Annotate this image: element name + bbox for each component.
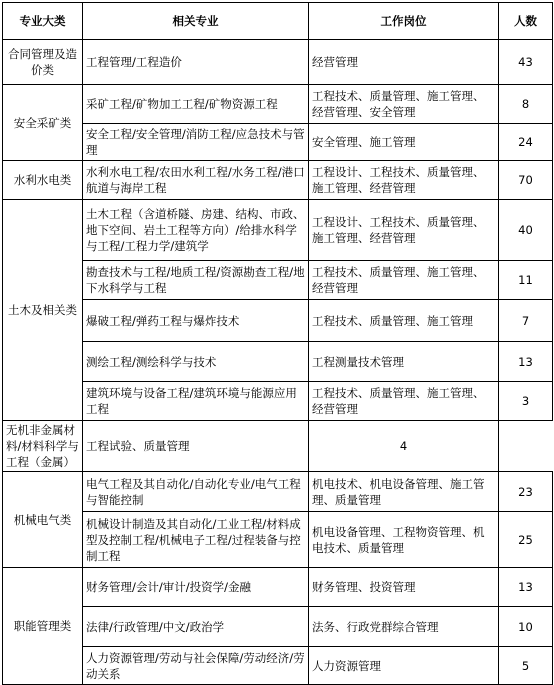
count-cell: 3 bbox=[499, 382, 553, 421]
positions-cell: 法务、行政党群综合管理 bbox=[309, 607, 499, 647]
majors-cell: 采矿工程/矿物加工工程/矿物资源工程 bbox=[83, 85, 309, 124]
count-cell: 13 bbox=[499, 342, 553, 382]
category-cell: 合同管理及造价类 bbox=[3, 40, 83, 85]
positions-cell: 经营管理 bbox=[309, 40, 499, 85]
category-cell: 机械电气类 bbox=[3, 472, 83, 568]
category-cell: 安全采矿类 bbox=[3, 85, 83, 161]
header-count: 人数 bbox=[499, 3, 553, 40]
count-cell: 70 bbox=[499, 161, 553, 200]
table-row bbox=[3, 568, 553, 607]
category-cell: 职能管理类 bbox=[3, 568, 83, 685]
header-row bbox=[3, 3, 553, 40]
count-cell: 4 bbox=[309, 421, 499, 472]
recruitment-table bbox=[2, 2, 553, 685]
table-row bbox=[3, 472, 553, 512]
majors-cell: 无机非金属材料/材料科学与工程（金属） bbox=[3, 421, 83, 472]
majors-cell: 勘查技术与工程/地质工程/资源勘查工程/地下水科学与工程 bbox=[83, 261, 309, 300]
category-cell: 水利水电类 bbox=[3, 161, 83, 200]
positions-cell: 工程技术、质量管理、施工管理、经营管理、安全管理 bbox=[309, 85, 499, 124]
table-row bbox=[3, 40, 553, 85]
positions-cell: 安全管理、施工管理 bbox=[309, 124, 499, 161]
table-row bbox=[3, 421, 553, 472]
majors-cell: 法律/行政管理/中文/政治学 bbox=[83, 607, 309, 647]
positions-cell: 财务管理、投资管理 bbox=[309, 568, 499, 607]
majors-cell: 建筑环境与设备工程/建筑环境与能源应用工程 bbox=[83, 382, 309, 421]
table-row bbox=[3, 647, 553, 685]
count-cell: 8 bbox=[499, 85, 553, 124]
majors-cell: 机械设计制造及其自动化/工业工程/材料成型及控制工程/机械电子工程/过程装备与控制工程 bbox=[83, 512, 309, 568]
count-cell: 7 bbox=[499, 300, 553, 342]
positions-cell: 工程技术、质量管理、施工管理、经营管理 bbox=[309, 261, 499, 300]
majors-cell: 土木工程（含道桥隧、房建、结构、市政、地下空间、岩土工程等方向）/给排水科学与工程/工程力学/建筑学 bbox=[83, 200, 309, 261]
header-category: 专业大类 bbox=[3, 3, 83, 40]
count-cell: 40 bbox=[499, 200, 553, 261]
positions-cell: 工程设计、工程技术、质量管理、施工管理、经营管理 bbox=[309, 200, 499, 261]
count-cell: 13 bbox=[499, 568, 553, 607]
table-row bbox=[3, 261, 553, 300]
table-row bbox=[3, 607, 553, 647]
majors-cell: 电气工程及其自动化/自动化专业/电气工程与智能控制 bbox=[83, 472, 309, 512]
table-row bbox=[3, 300, 553, 342]
majors-cell: 安全工程/安全管理/消防工程/应急技术与管理 bbox=[83, 124, 309, 161]
table-row bbox=[3, 512, 553, 568]
table-row bbox=[3, 85, 553, 124]
majors-cell: 爆破工程/弹药工程与爆炸技术 bbox=[83, 300, 309, 342]
count-cell: 10 bbox=[499, 607, 553, 647]
table-row bbox=[3, 342, 553, 382]
header-positions: 工作岗位 bbox=[309, 3, 499, 40]
positions-cell: 人力资源管理 bbox=[309, 647, 499, 685]
majors-cell: 水利水电工程/农田水利工程/水务工程/港口航道与海岸工程 bbox=[83, 161, 309, 200]
table-row bbox=[3, 200, 553, 261]
positions-cell: 工程技术、质量管理、施工管理、经营管理 bbox=[309, 382, 499, 421]
count-cell: 25 bbox=[499, 512, 553, 568]
positions-cell: 工程试验、质量管理 bbox=[83, 421, 309, 472]
positions-cell: 工程设计、工程技术、质量管理、施工管理、经营管理 bbox=[309, 161, 499, 200]
majors-cell: 工程管理/工程造价 bbox=[83, 40, 309, 85]
table-row bbox=[3, 382, 553, 421]
majors-cell: 人力资源管理/劳动与社会保障/劳动经济/劳动关系 bbox=[83, 647, 309, 685]
count-cell: 5 bbox=[499, 647, 553, 685]
table-row bbox=[3, 161, 553, 200]
table-body bbox=[3, 40, 553, 685]
positions-cell: 机电技术、机电设备管理、施工管理、质量管理 bbox=[309, 472, 499, 512]
positions-cell: 工程技术、质量管理、施工管理 bbox=[309, 300, 499, 342]
table-row bbox=[3, 124, 553, 161]
category-cell: 土木及相关类 bbox=[3, 200, 83, 421]
count-cell: 23 bbox=[499, 472, 553, 512]
count-cell: 43 bbox=[499, 40, 553, 85]
positions-cell: 工程测量技术管理 bbox=[309, 342, 499, 382]
count-cell: 11 bbox=[499, 261, 553, 300]
count-cell: 24 bbox=[499, 124, 553, 161]
majors-cell: 测绘工程/测绘科学与技术 bbox=[83, 342, 309, 382]
header-majors: 相关专业 bbox=[83, 3, 309, 40]
positions-cell: 机电设备管理、工程物资管理、机电技术、质量管理 bbox=[309, 512, 499, 568]
majors-cell: 财务管理/会计/审计/投资学/金融 bbox=[83, 568, 309, 607]
